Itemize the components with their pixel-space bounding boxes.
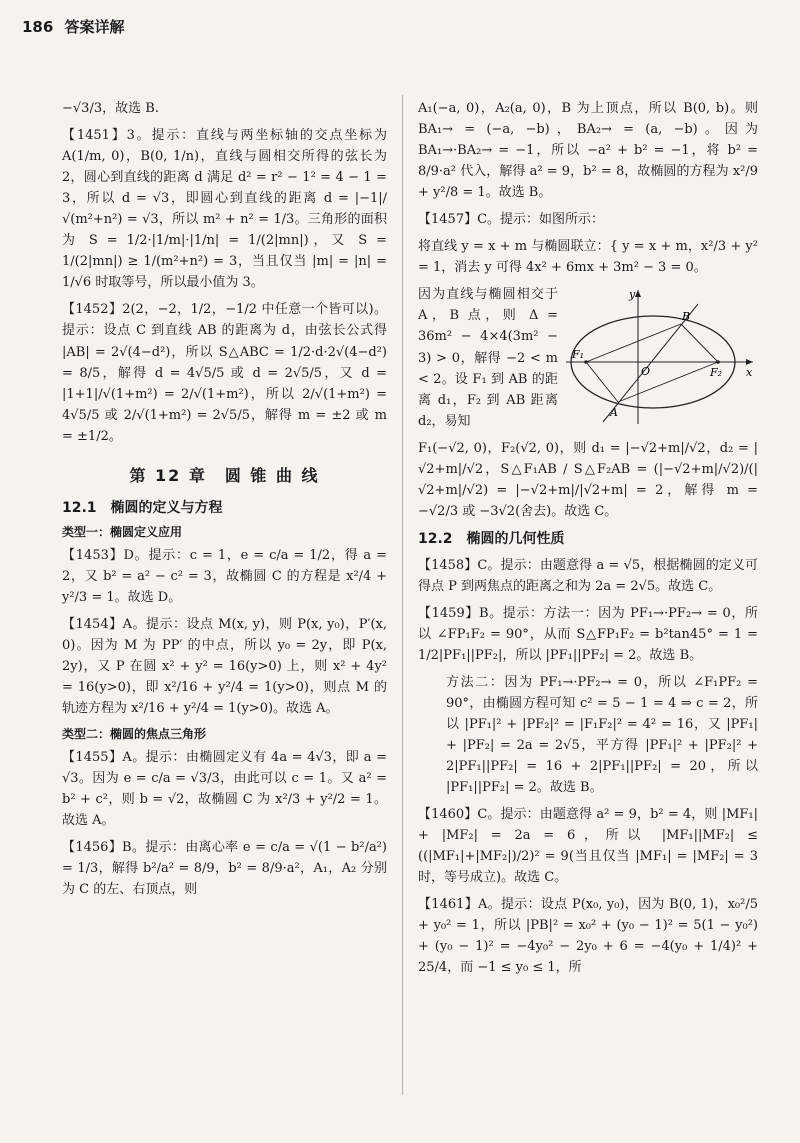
type-heading-2: 类型二：椭圆的焦点三角形 (62, 727, 207, 742)
column-divider (402, 95, 403, 1095)
label-f2: F₂ (710, 366, 723, 380)
segment-f1a (586, 362, 618, 402)
label-x: x (746, 366, 753, 380)
answer-1457-intro: 【1457】C。提示：如图所示： (418, 212, 605, 228)
ellipse-figure (558, 284, 758, 429)
focus-f1-point (584, 361, 588, 365)
type-heading-1: 类型一：椭圆定义应用 (62, 525, 183, 540)
answer-1453: 【1453】D。提示：c = 1，e = c/a = 1/2，得 a = 2，又 b² = a² − c² = 3，故椭圆 C 的方程是 x²/4 + y²/3 = 1。故选 D。 (62, 547, 387, 605)
answer-1457-system: 将直线 y = x + m 与椭圆联立：{ y = x + m，x²/3 + y² = 1，消去 y 可得 4x² + 6mx + 3m² − 3 = 0。 (418, 239, 758, 276)
answer-1452: 【1452】2(2，−2，1/2，−1/2 中任意一个皆可以)。提示：设点 C 到直线 AB 的距离为 d，由弦长公式得 |AB| = 2√(4−d²)，所以 S△ABC = 1/2·d·2√(4−d²) = 8/5，解得 d = 4√5/5 或 d = 2√5/5，又 d = |1+1|/√(1+m²) = 2/√(1+m²)，所以 2/√(1+m²) = 4√5/5 或 2/√(1+m²) = 2√5/5，解得 m = ±2 或 m = ±1/2。 (62, 302, 387, 444)
label-y: y (629, 288, 636, 302)
label-f1: F₁ (572, 348, 585, 362)
answer-1457-solution: F₁(−√2, 0)，F₂(√2, 0)，则 d₁ = |−√2+m|/√2，d₂ = |√2+m|/√2，S△F₁AB / S△F₂AB = (|−√2+m|/√2)/(|√2+m|/√2) = |−√2+m|/|√2+m| = 2，解得 m = −√2/3 或 −3√2(舍去)。故选 C。 (418, 440, 758, 519)
answer-1455: 【1455】A。提示：由椭圆定义有 4a = 4√3，即 a = √3。因为 e = c/a = √3/3，由此可以 c = 1。又 a² = b² + c²，则 b = √2，故椭圆 C 为 x²/3 + y²/2 = 1。故选 A。 (62, 749, 387, 828)
answer-1454: 【1454】A。提示：设点 M(x, y)，则 P(x, y₀)，P′(x, 0)。因为 M 为 PP′ 的中点，所以 y₀ = 2y，即 P(x, 2y)，又 P 在圆 x² + y² = 16(y>0) 上，则 x² + 4y² = 16(y>0)，即 x²/16 + y²/4 = 1(y>0)，则点 M 的轨迹方程为 x²/16 + y²/4 = 1(y>0)。故选 A。 (62, 616, 387, 717)
section-12-2: 12.2 椭圆的几何性质 (418, 530, 565, 547)
answer-1459-method1: 【1459】B。提示：方法一：因为 PF₁→·PF₂→ = 0，所以 ∠FP₁F₂ = 90°，从而 S△FP₁F₂ = b²tan45° = 1 = 1/2|PF₁||PF₂|，所以 |PF₁||PF₂| = 2。故选 B。 (418, 605, 758, 663)
answer-1456: 【1456】B。提示：由离心率 e = c/a = √(1 − b²/a²) = 1/3，解得 b²/a² = 8/9，b² = 8/9·a²，A₁，A₂ 分别为 C 的左、右顶点，则 (62, 839, 387, 897)
label-origin: O (641, 365, 651, 379)
y-axis-arrow (635, 290, 641, 297)
focus-f2-point (716, 361, 720, 365)
answer-1457-figure-block (418, 284, 758, 437)
section-12-1: 12.1 椭圆的定义与方程 (62, 499, 223, 516)
answer-1459-method2: 方法二：因为 PF₁→·PF₂→ = 0，所以 ∠F₁PF₂ = 90°，由椭圆方程可知 c² = 5 − 1 = 4 ⇒ c = 2，所以 |PF₁|² + |PF₂|² = |F₁F₂|² = 4² = 16，又 |PF₁| + |PF₂| = 2a = 2√5，平方得 |PF₁|² + |PF₂|² + 2|PF₁||PF₂| = 16 + 2|PF₁||PF₂| = 20，所以 |PF₁||PF₂| = 2。故选 B。 (446, 674, 758, 796)
answer-1456-cont: A₁(−a, 0)，A₂(a, 0)，B 为上顶点，所以 B(0, b)。则 BA₁→ = (−a, −b)，BA₂→ = (a, −b)。因为 BA₁→·BA₂→ = −1，所以 −a² + b² = −1，将 b² = 8/9·a² 代入，解得 a² = 9，b² = 8，故椭圆的方程为 x²/9 + y²/8 = 1。故选 B。 (418, 101, 758, 201)
answer-1450-tail: −√3/3，故选 B. (62, 101, 159, 116)
answer-1460: 【1460】C。提示：由题意得 a² = 9，b² = 4，则 |MF₁| + |MF₂| = 2a = 6，所以 |MF₁||MF₂| ≤ ((|MF₁|+|MF₂|)/2)² = 9(当且仅当 |MF₁| = |MF₂| = 3 时，等号成立)。故选 C。 (418, 807, 758, 886)
answer-1451: 【1451】3。提示：直线与两坐标轴的交点坐标为 A(1/m, 0)，B(0, 1/n)，直线与圆相交所得的弦长为 2，圆心到直线的距离 d 满足 d² = r² − 1² = 4 − 1 = 3，所以 d = √3，即圆心到直线的距离 d = |−1|/√(m²+n²) = √3，所以 m² + n² = 1/3。三角形的面积为 S = 1/2·|1/m|·|1/n| = 1/(2|mn|)，又 S = 1/(2|mn|) ≥ 1/(m²+n²) = 3，当且仅当 |m| = |n| = 1/√6 时取等号，所以最小值为 3。 (62, 128, 387, 291)
x-axis-arrow (746, 359, 753, 365)
page-number: 186 (22, 18, 54, 36)
label-a: A (610, 406, 618, 420)
header-title: 答案详解 (64, 18, 125, 36)
answer-1461: 【1461】A。提示：设点 P(x₀, y₀)，因为 B(0, 1)，x₀²/5 + y₀² = 1，所以 |PB|² = x₀² + (y₀ − 1)² = 5(1 − y₀²) + (y₀ − 1)² = −4y₀² − 2y₀ + 6 = −4(y₀ + 1/4)² + 25/4，而 −1 ≤ y₀ ≤ 1，所 (418, 897, 758, 976)
page-header (22, 16, 125, 37)
answer-1458: 【1458】C。提示：由题意得 a = √5，根据椭圆的定义可得点 P 到两焦点的距离之和为 2a = 2√5。故选 C。 (418, 557, 758, 594)
left-column (62, 98, 387, 906)
answer-1457-discriminant: 因为直线与椭圆相交于 A，B 点，则 Δ = 36m² − 4×4(3m² − 3) > 0，解得 −2 < m < 2。设 F₁ 到 AB 的距离 d₁，F₂ 到 AB 距离 d₂，易知 (418, 287, 558, 429)
label-b: B (682, 310, 691, 324)
segment-f2a (618, 362, 718, 402)
ellipse-diagram (558, 284, 758, 429)
right-column (418, 98, 758, 984)
chapter-title: 第 12 章 圆 锥 曲 线 (129, 465, 320, 485)
